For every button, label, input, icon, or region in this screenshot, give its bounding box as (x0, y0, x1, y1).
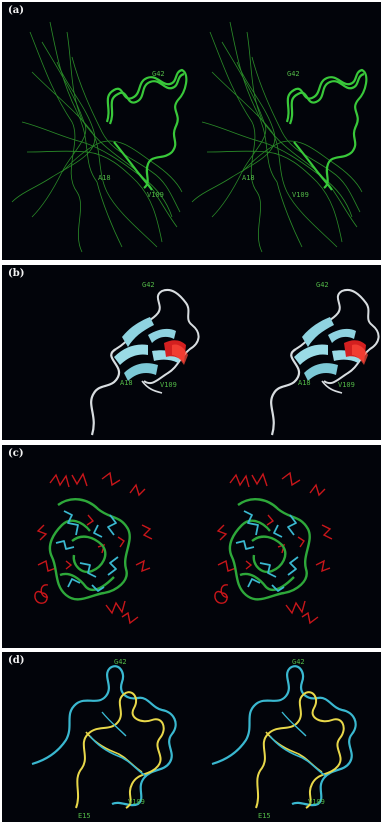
panel-a-residue-v109-left: V109 (147, 191, 164, 199)
panel-a (2, 2, 381, 260)
panel-d (2, 652, 381, 822)
panel-b-stereo-image (2, 265, 381, 440)
panel-c (2, 445, 381, 648)
panel-b-residue-a18-left: A18 (120, 379, 133, 387)
panel-b-residue-a18-right: A18 (298, 379, 311, 387)
panel-d-residue-g42-right: G42 (292, 658, 305, 666)
panel-d-label: (d) (8, 655, 25, 666)
panel-a-left-view (12, 22, 186, 252)
panel-c-left-view (35, 473, 152, 623)
panel-d-residue-e15-right: E15 (258, 812, 271, 820)
panel-b-right-view (271, 290, 378, 435)
panel-b-residue-g42-left: G42 (142, 281, 155, 289)
panel-a-stereo-image (2, 2, 381, 260)
panel-b (2, 265, 381, 440)
panel-a-right-view (192, 22, 366, 252)
panel-b-residue-g42-right: G42 (316, 281, 329, 289)
panel-a-residue-g42-right: G42 (287, 70, 300, 78)
panel-a-residue-a18-right: A18 (242, 174, 255, 182)
panel-a-residue-v109-right: V109 (292, 191, 309, 199)
panel-d-residue-v109-right: V109 (308, 798, 325, 806)
panel-b-left-view (91, 290, 198, 435)
panel-a-label: (a) (8, 5, 24, 16)
panel-a-residue-a18-left: A18 (98, 174, 111, 182)
panel-d-right-view (212, 666, 356, 808)
panel-c-label: (c) (8, 448, 24, 459)
panel-b-label: (b) (8, 268, 25, 279)
panel-d-stereo-image (2, 652, 381, 822)
panel-c-right-view (215, 473, 332, 623)
panel-a-residue-g42-left: G42 (152, 70, 165, 78)
panel-d-residue-e15-left: E15 (78, 812, 91, 820)
panel-d-residue-g42-left: G42 (114, 658, 127, 666)
panel-d-residue-v109-left: V109 (128, 798, 145, 806)
panel-b-residue-v109-left: V109 (160, 381, 177, 389)
panel-b-residue-v109-right: V109 (338, 381, 355, 389)
panel-c-stereo-image (2, 445, 381, 648)
panel-d-left-view (32, 666, 176, 808)
